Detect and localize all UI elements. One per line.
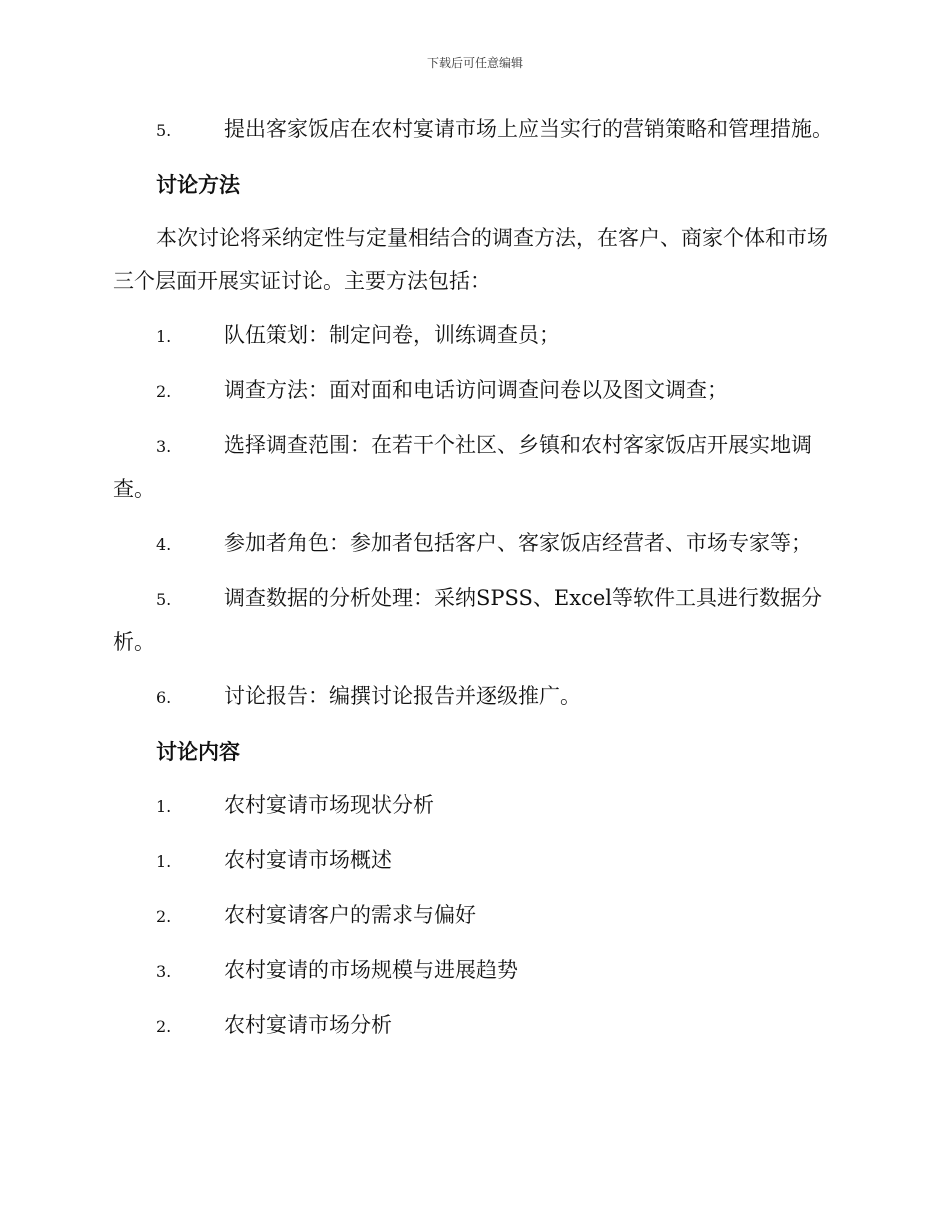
section-heading-method: 讨论方法 (156, 172, 240, 197)
list-number: 6. (156, 688, 172, 707)
list-item (113, 314, 835, 358)
list-text: 选择调查范围：在若干个社区、乡镇和农村客家饭店开展实地调查。 (113, 433, 812, 501)
list-text: 农村宴请的市场规模与进展趋势 (224, 958, 518, 982)
section-heading-content: 讨论内容 (156, 739, 240, 764)
list-text: 提出客家饭店在农村宴请市场上应当实行的营销策略和管理措施。 (224, 117, 833, 141)
list-item (113, 839, 835, 883)
list-text: 参加者角色：参加者包括客户、客家饭店经营者、市场专家等； (224, 531, 812, 555)
list-text: 讨论报告：编撰讨论报告并逐级推广。 (224, 684, 581, 708)
list-number: 5. (156, 590, 172, 609)
list-text: 调查数据的分析处理：采纳SPSS、Excel等软件工具进行数据分析。 (113, 586, 822, 654)
list-item (113, 577, 835, 664)
list-item (113, 424, 835, 511)
list-number: 5. (156, 121, 172, 140)
list-number: 1. (156, 327, 172, 346)
list-item (113, 369, 835, 413)
list-text: 调查方法：面对面和电话访问调查问卷以及图文调查； (224, 378, 728, 402)
list-item (113, 108, 835, 152)
list-item (113, 949, 835, 993)
list-text: 农村宴请市场分析 (224, 1013, 392, 1037)
paragraph: 本次讨论将采纳定性与定量相结合的调查方法，在客户、商家个体和市场三个层面开展实证讨论。主要方法包括： (113, 226, 828, 293)
list-text: 农村宴请客户的需求与偏好 (224, 903, 476, 927)
list-text: 队伍策划：制定问卷，训练调查员； (224, 323, 560, 347)
list-item (113, 1004, 835, 1048)
list-item (113, 894, 835, 938)
list-number: 1. (156, 852, 172, 871)
list-number: 2. (156, 1017, 172, 1036)
list-number: 3. (156, 437, 172, 456)
page-header: 下载后可任意编辑 (426, 56, 523, 70)
list-item (113, 784, 835, 828)
list-number: 3. (156, 962, 172, 981)
list-number: 1. (156, 797, 172, 816)
list-text: 农村宴请市场现状分析 (224, 793, 434, 817)
list-item (113, 522, 835, 566)
list-text: 农村宴请市场概述 (224, 848, 392, 872)
list-number: 2. (156, 907, 172, 926)
list-item (113, 675, 835, 719)
document-body (113, 108, 835, 1059)
list-number: 2. (156, 382, 172, 401)
list-number: 4. (156, 535, 172, 554)
